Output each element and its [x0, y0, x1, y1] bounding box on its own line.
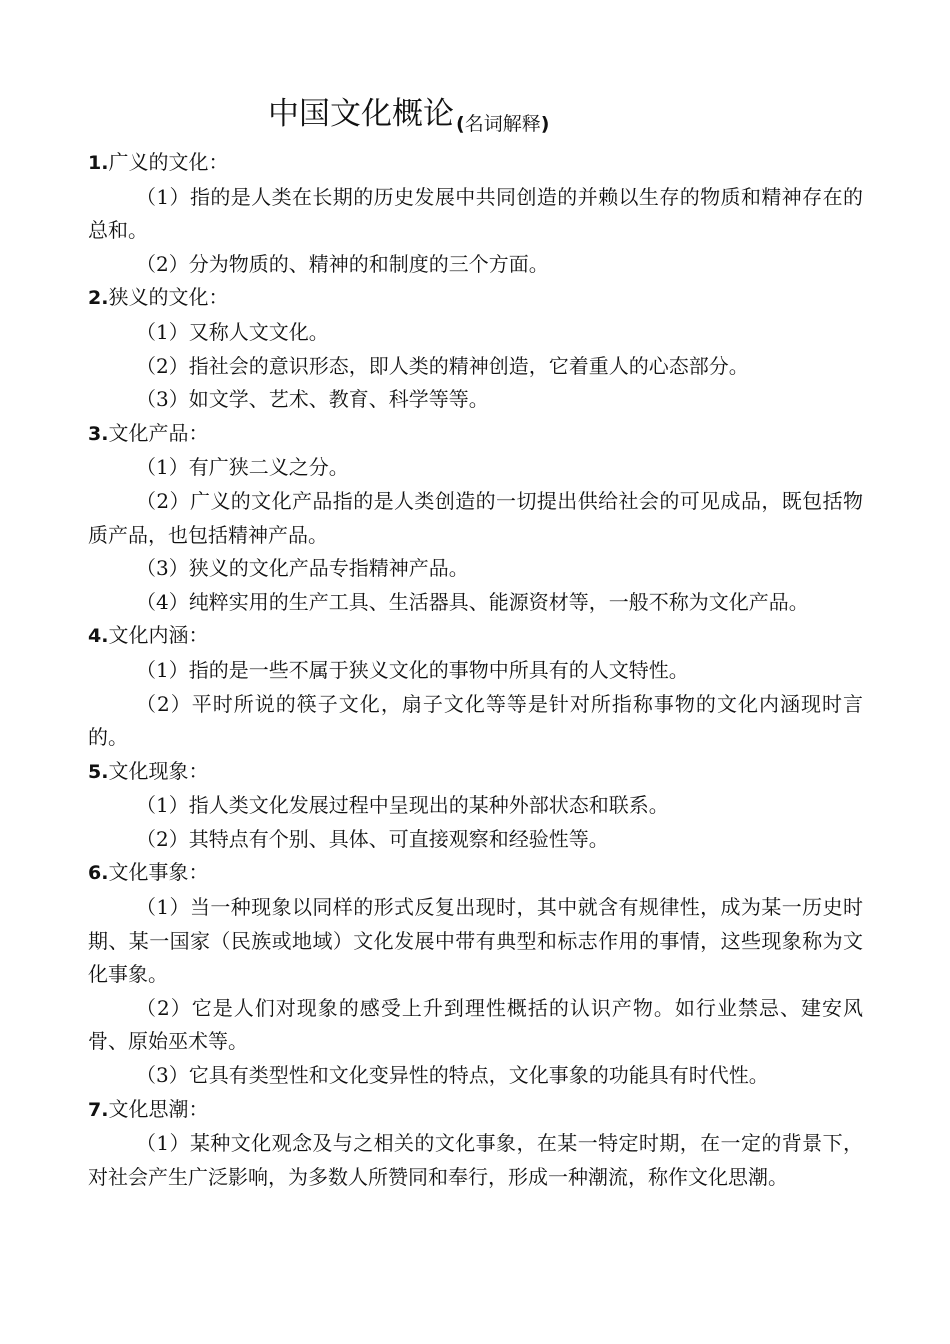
section-7 — [88, 1093, 863, 1195]
section-heading — [88, 619, 863, 654]
section-item: （3）它具有类型性和文化变异性的特点，文化事象的功能具有时代性。 — [136, 1063, 769, 1088]
section-item: （2）它是人们对现象的感受上升到理性概括的认识产物。如行业禁忌、建安风骨、原始巫术等。 — [88, 995, 863, 1054]
section-number: 6. — [88, 862, 109, 885]
section-item: （1）指的是人类在长期的历史发展中共同创造的并赖以生存的物质和精神存在的总和。 — [88, 184, 863, 243]
section-item: （2）分为物质的、精神的和制度的三个方面。 — [136, 251, 549, 276]
section-item: （1）又称人文文化。 — [136, 319, 329, 344]
section-title: 文化产品： — [108, 420, 209, 445]
section-title: 文化内涵： — [108, 623, 209, 648]
section-item: （2）平时所说的筷子文化，扇子文化等等是针对所指称事物的文化内涵现时言的。 — [88, 691, 863, 750]
section-4 — [88, 619, 863, 754]
section-6 — [88, 856, 863, 1092]
section-title: 文化思潮： — [108, 1096, 209, 1121]
section-number: 2. — [88, 287, 109, 310]
section-number: 4. — [88, 625, 109, 648]
subtitle-open-paren: ( — [456, 113, 465, 135]
section-item: （2）指社会的意识形态，即人类的精神创造，它着重人的心态部分。 — [136, 353, 749, 378]
section-heading — [88, 281, 863, 316]
section-number: 7. — [88, 1098, 109, 1121]
section-1 — [88, 146, 863, 281]
section-number: 3. — [88, 422, 109, 445]
document-subtitle — [456, 113, 549, 135]
section-item: （1）指的是一些不属于狭义文化的事物中所具有的人文特性。 — [136, 657, 689, 682]
section-5 — [88, 755, 863, 857]
section-item: （1）当一种现象以同样的形式反复出现时，其中就含有规律性，成为某一历史时期、某一国家（民族或地域）文化发展中带有典型和标志作用的事情，这些现象称为文化事象。 — [88, 895, 863, 987]
document-title-block — [268, 92, 549, 136]
section-title: 文化现象： — [108, 758, 209, 783]
document-title: 中国文化概论 — [268, 96, 454, 132]
section-heading — [88, 1093, 863, 1128]
section-item: （2）广义的文化产品指的是人类创造的一切提出供给社会的可见成品，既包括物质产品，也包括精神产品。 — [88, 488, 863, 547]
section-heading — [88, 755, 863, 790]
section-heading — [88, 856, 863, 891]
section-heading — [88, 417, 863, 452]
section-number: 5. — [88, 760, 109, 783]
section-heading — [88, 146, 863, 181]
section-item: （1）指人类文化发展过程中呈现出的某种外部状态和联系。 — [136, 793, 669, 818]
section-item: （3）狭义的文化产品专指精神产品。 — [136, 556, 469, 581]
section-item: （1）某种文化观念及与之相关的文化事象，在某一特定时期，在一定的背景下，对社会产生广泛影响，为多数人所赞同和奉行，形成一种潮流，称作文化思潮。 — [88, 1131, 863, 1189]
section-title: 广义的文化： — [108, 150, 229, 174]
subtitle-close-paren: ) — [540, 113, 550, 135]
section-item: （1）有广狭二义之分。 — [136, 455, 349, 480]
subtitle-text: 名词解释 — [464, 113, 541, 135]
section-2 — [88, 281, 863, 416]
section-item: （2）其特点有个别、具体、可直接观察和经验性等。 — [136, 826, 609, 851]
section-title: 狭义的文化： — [108, 285, 229, 310]
section-number: 1. — [88, 152, 109, 174]
section-3 — [88, 417, 863, 620]
section-title: 文化事象： — [108, 860, 209, 885]
section-item: （4）纯粹实用的生产工具、生活器具、能源资材等，一般不称为文化产品。 — [136, 589, 809, 614]
section-item: （3）如文学、艺术、教育、科学等等。 — [136, 387, 489, 412]
document-body — [88, 146, 863, 1194]
